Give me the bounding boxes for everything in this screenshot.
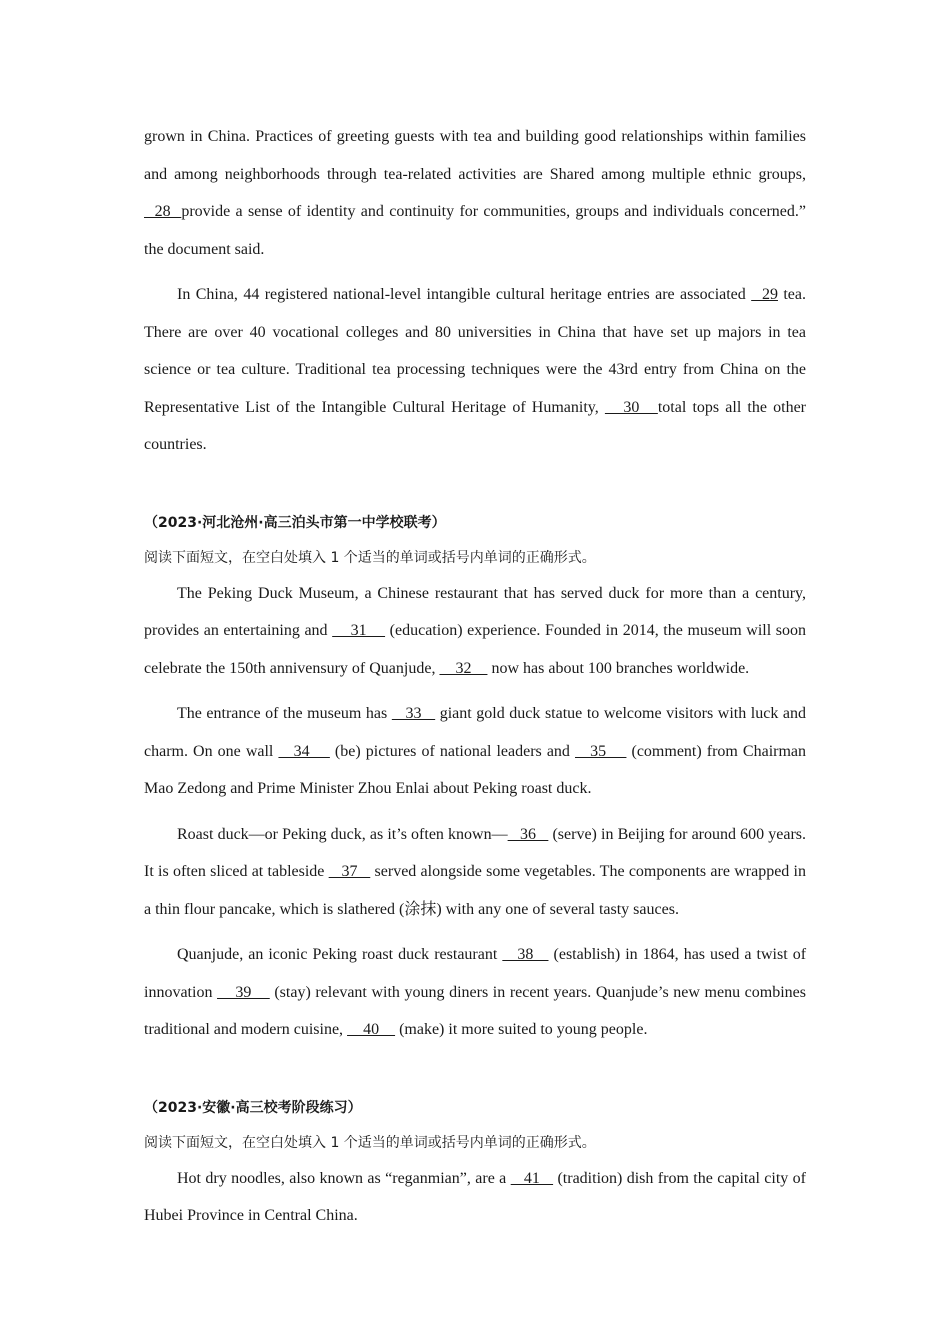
text-run: (stay) relevant with young diners in recent years. Quanjude’s new menu combines traditional and modern cuisine, <box>144 983 807 1038</box>
section2-heading: （2023·河北沧州·高三泊头市第一中学校联考） <box>144 514 446 531</box>
section3-heading: （2023·安徽·高三校考阶段练习） <box>144 1099 362 1116</box>
blank-31: 31 <box>332 622 386 639</box>
section2-paragraph-4 <box>144 936 806 1049</box>
blank-29: 29 <box>751 286 778 303</box>
blank-39: 39 <box>217 983 270 1001</box>
paragraph-gap <box>144 687 806 695</box>
blank-40: 40 <box>347 1021 396 1038</box>
section2-paragraph-3 <box>144 816 806 929</box>
text-run: (establish) in 1864, has used a twist of innovation <box>144 946 807 1001</box>
text-run: Roast duck—or Peking duck, as it’s often known— <box>177 825 508 843</box>
blank-32: 32 <box>439 659 488 677</box>
text-run: Quanjude, an iconic Peking roast duck restaurant <box>177 946 503 963</box>
paragraph-gap <box>144 928 806 936</box>
section2-instruction: 阅读下面短文，在空白处填入 1 个适当的单词或括号内单词的正确形式。 <box>144 549 596 566</box>
paragraph-gap <box>144 268 806 276</box>
blank-30: 30 <box>604 398 658 416</box>
text-run: (make) it more suited to young people. <box>395 1021 648 1038</box>
text-run: (be) pictures of national leaders and <box>329 742 575 760</box>
blank-38: 38 <box>502 946 549 963</box>
text-run: (serve) in Beijing for around 600 years. It is often sliced at tableside <box>144 825 807 880</box>
blank-34: 34 <box>278 742 330 760</box>
passage1-paragraph-2 <box>144 276 806 464</box>
text-run: giant gold duck statue to welcome visitors with luck and charm. On one wall <box>144 705 807 760</box>
blank-28: 28 <box>144 203 182 220</box>
text-run: served alongside some vegetables. The components are wrapped in a thin flour pancake, which is slathered (涂抹) with any one of several tasty sauces. <box>144 863 807 918</box>
paragraph-gap <box>144 808 806 816</box>
text-run: now has about 100 branches worldwide. <box>487 659 750 677</box>
text-run: The entrance of the museum has <box>177 705 392 722</box>
text-run: (tradition) dish from the capital city of Hubei Province in Central China. <box>144 1169 807 1224</box>
blank-41: 41 <box>510 1169 554 1187</box>
blank-35: 35 <box>575 742 627 760</box>
section2-paragraph-1 <box>144 575 806 688</box>
blank-37: 37 <box>328 863 371 880</box>
text-run: (comment) from Chairman Mao Zedong and Prime Minister Zhou Enlai about Peking roast duck. <box>144 742 807 797</box>
text-run: (education) experience. Founded in 2014, the museum will soon celebrate the 150th annivensury of Quanjude, <box>144 622 807 677</box>
text-run: provide a sense of identity and continuity for communities, groups and individuals concerned.” the document said. <box>144 203 806 258</box>
text-run: grown in China. Practices of greeting guests with tea and building good relationships within families and among neighborhoods through tea-related activities are Shared among multiple ethnic groups, <box>144 128 806 183</box>
section3-instruction: 阅读下面短文，在空白处填入 1 个适当的单词或括号内单词的正确形式。 <box>144 1134 596 1151</box>
passage1-paragraph-1 <box>144 118 806 268</box>
text-run: Hot dry noodles, also known as “reganmian”, are a <box>177 1169 511 1187</box>
document-body <box>144 118 806 1235</box>
blank-33: 33 <box>391 705 436 722</box>
section3-paragraph-1 <box>144 1160 806 1235</box>
section2-paragraph-2 <box>144 695 806 808</box>
blank-36: 36 <box>507 825 549 843</box>
text-run: The Peking Duck Museum, a Chinese restaurant that has served duck for more than a century, provides an entertaining and <box>144 584 806 639</box>
text-run: tea. There are over 40 vocational colleges and 80 universities in China that have set up majors in tea science or tea culture. Traditional tea processing techniques were the 43rd entry from China on the Representative List of the Intangible Cultural Heritage of Humanity, <box>144 286 807 416</box>
text-run: total tops all the other countries. <box>144 398 806 453</box>
text-run: In China, 44 registered national-level intangible cultural heritage entries are associated <box>177 286 752 303</box>
